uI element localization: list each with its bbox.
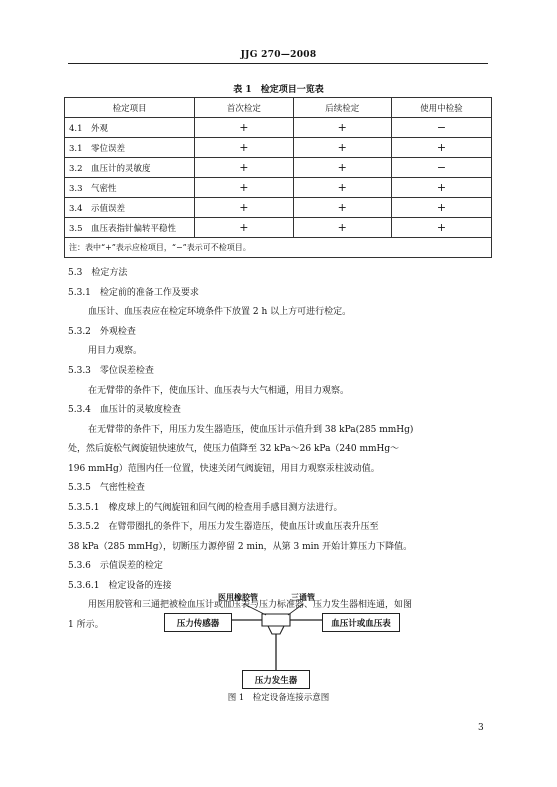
section-heading: 5.3.2 外观检查 (68, 327, 136, 337)
tee-stem (268, 626, 284, 634)
mark-cell: − (391, 158, 491, 178)
pressure-generator-box (242, 670, 310, 689)
section-heading: 5.3.6 示值误差的检定 (68, 561, 163, 571)
paragraph-line: 38 kPa（285 mmHg），切断压力源停留 2 min，从第 3 min 开始计算压力下降值。 (68, 542, 413, 552)
table-header-cell: 检定项目 (65, 98, 195, 118)
section-heading: 5.3.6.1 检定设备的连接 (68, 581, 172, 591)
item-cell: 3.5 血压表指针偏转平稳性 (65, 218, 195, 238)
paragraph-line: 处，然后旋松气阀旋钮快速放气，使压力值降至 32 kPa～26 kPa（240 mmHg～ (68, 444, 400, 454)
figure-caption: 图 1 检定设备连接示意图 (227, 693, 330, 703)
paragraph-line: 196 mmHg）范围内任一位置，快速关闭气阀旋钮，用目力观察汞柱波动值。 (68, 464, 380, 474)
paragraph: 血压计、血压表应在检定环境条件下放置 2 h 以上方可进行检定。 (88, 307, 352, 317)
mark-cell: + (293, 178, 391, 198)
blood-pressure-meter-label: 血压计或血压表 (331, 618, 391, 629)
mark-cell: + (293, 138, 391, 158)
pressure-sensor-box (164, 613, 232, 632)
mark-cell: + (195, 198, 293, 218)
item-cell: 3.2 血压计的灵敏度 (65, 158, 195, 178)
item-cell: 3.3 气密性 (65, 178, 195, 198)
mark-cell: + (391, 198, 491, 218)
mark-cell: − (391, 118, 491, 138)
mark-cell: + (195, 138, 293, 158)
table-caption: 表 1 检定项目一览表 (233, 85, 324, 95)
mark-cell: + (293, 118, 391, 138)
table-note: 注：表中“+”表示应检项目，“−”表示可不检项目。 (65, 238, 492, 258)
blood-pressure-meter-box (322, 613, 400, 632)
section-heading: 5.3.1 检定前的准备工作及要求 (68, 288, 199, 298)
section-heading: 5.3.3 零位误差检查 (68, 366, 154, 376)
mark-cell: + (195, 118, 293, 138)
mark-cell: + (391, 178, 491, 198)
tee-pointer (288, 604, 303, 615)
mark-cell: + (391, 138, 491, 158)
item-cell: 4.1 外观 (65, 118, 195, 138)
table-header-cell: 后续检定 (293, 98, 391, 118)
item-cell: 3.1 零位误差 (65, 138, 195, 158)
hose-label: 医用橡胶管 (218, 592, 258, 602)
mark-cell: + (391, 218, 491, 238)
paragraph-line: 1 所示。 (68, 620, 104, 630)
mark-cell: + (293, 218, 391, 238)
paragraph: 5.3.5.1 橡皮球上的气阀旋钮和回气阀的检查用手感目测方法进行。 (68, 503, 343, 513)
running-header: JJG 270—2008 (240, 50, 317, 60)
paragraph-line: 5.3.5.2 在臂带圈扎的条件下，用压力发生器造压，使血压计或血压表升压至 (68, 522, 379, 532)
item-cell: 3.4 示值误差 (65, 198, 195, 218)
tee-fitting (262, 614, 290, 626)
pressure-sensor-label: 压力传感器 (176, 618, 220, 629)
mark-cell: + (293, 198, 391, 218)
page-number: 3 (478, 723, 484, 733)
tee-label: 三通管 (291, 592, 315, 602)
hose-pointer (244, 604, 266, 615)
mark-cell: + (195, 218, 293, 238)
pressure-generator-label: 压力发生器 (254, 675, 298, 686)
table-header-cell: 首次检定 (195, 98, 293, 118)
paragraph: 在无臂带的条件下，使血压计、血压表与大气相通，用目力观察。 (88, 386, 350, 396)
paragraph-line: 用医用胶管和三通把被检血压计或血压表与压力标准器、压力发生器相连通，如图 (88, 600, 413, 610)
section-heading: 5.3 检定方法 (68, 268, 128, 278)
section-heading: 5.3.5 气密性检查 (68, 483, 145, 493)
paragraph-line: 在无臂带的条件下，用压力发生器造压，使血压计示值升到 38 kPa(285 mmHg) (88, 425, 414, 435)
mark-cell: + (195, 178, 293, 198)
section-heading: 5.3.4 血压计的灵敏度检查 (68, 405, 181, 415)
mark-cell: + (195, 158, 293, 178)
mark-cell: + (293, 158, 391, 178)
paragraph: 用目力观察。 (88, 346, 143, 356)
table-header-cell: 使用中检验 (391, 98, 491, 118)
